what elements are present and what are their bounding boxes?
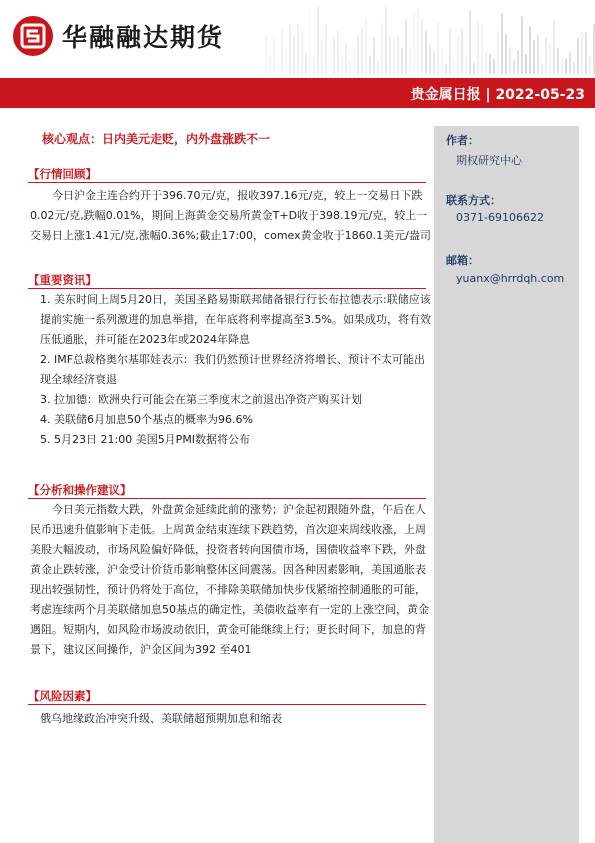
list-item: 1. 美东时间上周5月20日，美国圣路易斯联邦储备银行行长布拉德表示:联储应该提前实施一系列激进的加息举措，在年底将利率提高至3.5%。如果成功，将有效压低通胀，并可能在2023年或2024年降息: [40, 293, 431, 346]
decoration-bar: [445, 64, 447, 74]
decoration-bar: [353, 50, 355, 74]
decoration-bar: [309, 8, 311, 74]
decoration-bar: [273, 37, 275, 74]
sidebar: [434, 126, 579, 843]
decoration-bar: [529, 27, 531, 74]
decoration-bar: [573, 62, 575, 74]
decoration-bar: [389, 38, 391, 74]
decoration-bar: [537, 35, 539, 74]
decoration-bar: [489, 54, 491, 74]
contact-value: 0371-69106622: [456, 211, 544, 224]
risk-title: 【风险因素】: [28, 689, 97, 703]
decoration-bar: [449, 29, 451, 74]
decoration-bar: [349, 59, 351, 74]
decoration-bar: [393, 38, 395, 74]
decoration-bar: [565, 59, 567, 74]
decoration-bar: [477, 22, 479, 74]
review-text: 今日沪金主连合约开于396.70元/克，报收397.16元/克，较上一交易日下跌0.02元/克,跌幅0.01%，期间上海黄金交易所黄金T+D收于398.19元/克，较上一交易日上涨1.41元/克,涨幅0.36%;截止17:00，comex黄金收于1860.1美元/盎司: [30, 189, 431, 242]
decoration-bar: [361, 28, 363, 74]
decoration-bar: [313, 57, 315, 74]
decoration-bar: [585, 32, 587, 74]
title-bar: [0, 78, 595, 108]
decoration-bar: [365, 18, 367, 74]
decoration-bar: [317, 7, 319, 74]
decoration-bar: [345, 43, 347, 74]
decoration-bar: [321, 39, 323, 74]
decoration-bar: [305, 53, 307, 74]
decoration-bar: [289, 25, 291, 74]
decoration-bar: [457, 37, 459, 74]
decoration-bar: [465, 56, 467, 74]
decoration-bar: [325, 24, 327, 74]
decoration-bar: [485, 50, 487, 74]
decoration-bar: [417, 8, 419, 74]
report-title: 贵金属日报 | 2022-05-23: [410, 87, 585, 103]
decoration-bar: [569, 53, 571, 74]
list-item: 5. 5月23日 21:00 美国5月PMI数据将公布: [40, 433, 251, 446]
contact-label: 联系方式：: [446, 194, 501, 207]
decoration-bar: [541, 63, 543, 74]
decoration-bar: [381, 23, 383, 74]
news-list: [30, 290, 433, 450]
decoration-bar: [513, 60, 515, 74]
analysis-text: 今日美元指数大跌，外盘黄金延续此前的涨势；沪金起初跟随外盘，午后在人民币迅速升值影响下走低。上周黄金结束连续下跌趋势，首次迎来周线收涨，上周美股大幅波动，市场风险偏好降低，投资者转向国债市场，国债收益率下跌，外盘黄金止跌转涨，沪金受计价货币影响整体区间震荡。因各种因素影响，美国通胀表现出较强韧性，预计仍将处于高位，不排除美联储加快步伐紧缩控制通胀的可能，考虑连续两个月美联储加息50基点的确定性，美债收益率有一定的上涨空间，黄金遇阻。短期内，如风险市场波动依旧，黄金可能继续上行；更长时间下，加息的背景下，建议区间操作，沪金区间为392 至401: [30, 503, 429, 656]
decoration-bar: [405, 19, 407, 74]
analysis-divider: [28, 498, 426, 499]
news-title: 【重要资讯】: [28, 273, 97, 287]
decoration-bar: [265, 35, 267, 74]
decoration-bar: [525, 54, 527, 74]
page-header: [0, 0, 595, 78]
review-title: 【行情回顾】: [28, 167, 97, 181]
email-value: yuanx@hrrdqh.com: [456, 272, 565, 285]
decoration-bar: [497, 32, 499, 74]
risk-divider: [28, 704, 426, 705]
decoration-bar: [401, 48, 403, 74]
decoration-bar: [481, 24, 483, 74]
header-decoration: [265, 0, 595, 74]
decoration-bar: [441, 48, 443, 74]
list-item: 4. 美联储6月加息50个基点的概率为96.6%: [40, 413, 253, 426]
decoration-bar: [421, 19, 423, 74]
decoration-bar: [329, 54, 331, 74]
decoration-bar: [589, 57, 591, 74]
decoration-bar: [533, 40, 535, 74]
list-item: 2. IMF总裁格奥尔基耶娃表示：我们仍然预计世界经济将增长、预计不太可能出现全球经济衰退: [40, 353, 426, 386]
decoration-bar: [409, 48, 411, 74]
decoration-bar: [549, 44, 551, 74]
decoration-bar: [553, 21, 555, 74]
decoration-bar: [429, 45, 431, 74]
decoration-bar: [293, 34, 295, 74]
decoration-bar: [461, 29, 463, 74]
decoration-bar: [425, 31, 427, 74]
decoration-bar: [369, 56, 371, 74]
decoration-bar: [337, 31, 339, 74]
decoration-bar: [473, 63, 475, 74]
decoration-bar: [557, 48, 559, 74]
hrrd-logo-icon: [13, 16, 53, 56]
core-view: 核心观点：日内美元走贬，内外盘涨跌不一: [42, 132, 271, 146]
author-value: 期权研究中心: [456, 154, 522, 167]
email-label: 邮箱：: [446, 254, 479, 267]
decoration-bar: [469, 10, 471, 74]
decoration-bar: [281, 29, 283, 74]
decoration-bar: [413, 12, 415, 74]
decoration-bar: [377, 61, 379, 74]
decoration-bar: [577, 38, 579, 74]
decoration-bar: [517, 50, 519, 74]
decoration-bar: [453, 59, 455, 74]
decoration-bar: [301, 30, 303, 74]
decoration-bar: [505, 34, 507, 74]
decoration-bar: [277, 59, 279, 74]
decoration-bar: [501, 13, 503, 74]
decoration-bar: [373, 37, 375, 74]
decoration-bar: [545, 37, 547, 74]
decoration-bar: [341, 55, 343, 74]
risk-text: 俄乌地缘政治冲突升级、美联储超预期加息和缩表: [40, 712, 282, 725]
decoration-bar: [357, 36, 359, 74]
decoration-bar: [285, 47, 287, 74]
decoration-bar: [581, 32, 583, 74]
brand-name: 华融融达期货: [62, 23, 225, 52]
decoration-bar: [561, 59, 563, 74]
decoration-bar: [269, 57, 271, 74]
news-divider: [28, 288, 426, 289]
decoration-bar: [433, 51, 435, 74]
list-item: 3. 拉加德：欧洲央行可能会在第三季度末之前退出净资产购买计划: [40, 393, 362, 406]
decoration-bar: [333, 37, 335, 74]
decoration-bar: [493, 59, 495, 74]
decoration-bar: [521, 17, 523, 74]
analysis-title: 【分析和操作建议】: [28, 483, 132, 497]
decoration-bar: [385, 7, 387, 74]
author-label: 作者：: [446, 134, 479, 147]
decoration-bar: [297, 24, 299, 74]
review-divider: [28, 182, 426, 183]
decoration-bar: [509, 47, 511, 74]
decoration-bar: [437, 23, 439, 74]
decoration-bar: [397, 37, 399, 74]
